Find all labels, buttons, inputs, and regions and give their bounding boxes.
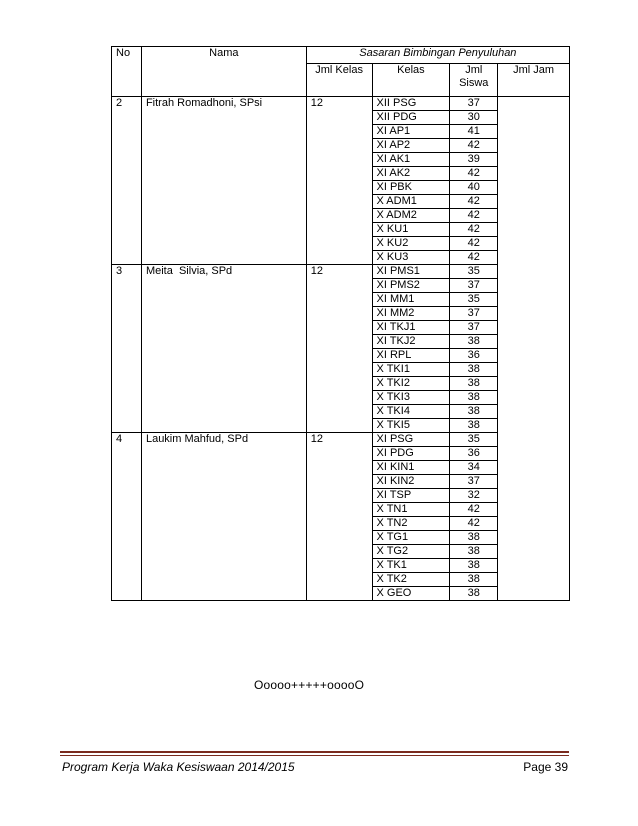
cell-kelas: XI PBK xyxy=(372,181,450,195)
header-jml-kelas: Jml Kelas xyxy=(306,64,372,97)
cell-kelas: XI PMS2 xyxy=(372,279,450,293)
cell-kelas: X TKI2 xyxy=(372,377,450,391)
cell-kelas: X TK1 xyxy=(372,559,450,573)
cell-jml-siswa: 35 xyxy=(450,265,498,279)
cell-jml-siswa: 30 xyxy=(450,111,498,125)
page-number: Page 39 xyxy=(523,760,568,774)
cell-jml-siswa: 42 xyxy=(450,209,498,223)
cell-jml-siswa: 37 xyxy=(450,307,498,321)
table-body xyxy=(112,97,570,601)
cell-no: 2 xyxy=(112,97,142,265)
cell-jml-siswa: 38 xyxy=(450,573,498,587)
header-nama: Nama xyxy=(141,47,306,97)
cell-jml-siswa: 42 xyxy=(450,251,498,265)
cell-kelas: X TG2 xyxy=(372,545,450,559)
cell-jml-siswa: 42 xyxy=(450,223,498,237)
cell-kelas: X KU3 xyxy=(372,251,450,265)
end-mark: Ooooo+++++ooooO xyxy=(254,678,365,692)
cell-kelas: X GEO xyxy=(372,587,450,601)
cell-kelas: X TKI1 xyxy=(372,363,450,377)
cell-kelas: X KU1 xyxy=(372,223,450,237)
cell-no: 3 xyxy=(112,265,142,433)
footer-divider-thin xyxy=(60,755,569,756)
cell-jml-siswa: 42 xyxy=(450,237,498,251)
cell-jml-siswa: 34 xyxy=(450,461,498,475)
header-kelas: Kelas xyxy=(372,64,450,97)
table-row xyxy=(112,97,570,111)
cell-kelas: XI AP1 xyxy=(372,125,450,139)
cell-jml-kelas: 12 xyxy=(306,97,372,265)
cell-jml-siswa: 42 xyxy=(450,167,498,181)
cell-nama: Laukim Mahfud, SPd xyxy=(141,433,306,601)
cell-jml-jam xyxy=(498,97,570,601)
header-jml-siswa xyxy=(450,64,498,97)
cell-jml-siswa: 39 xyxy=(450,153,498,167)
cell-kelas: XI AP2 xyxy=(372,139,450,153)
cell-kelas: X ADM1 xyxy=(372,195,450,209)
cell-kelas: XI TSP xyxy=(372,489,450,503)
cell-jml-siswa: 38 xyxy=(450,559,498,573)
header-jml-siswa-line1: Jml xyxy=(465,64,483,76)
cell-kelas: X KU2 xyxy=(372,237,450,251)
cell-kelas: X TN2 xyxy=(372,517,450,531)
cell-jml-siswa: 42 xyxy=(450,195,498,209)
cell-kelas: XI MM1 xyxy=(372,293,450,307)
cell-kelas: XI TKJ1 xyxy=(372,321,450,335)
cell-jml-siswa: 38 xyxy=(450,363,498,377)
cell-jml-siswa: 38 xyxy=(450,377,498,391)
cell-kelas: XII PSG xyxy=(372,97,450,111)
cell-jml-siswa: 37 xyxy=(450,321,498,335)
cell-jml-siswa: 42 xyxy=(450,517,498,531)
footer-title: Program Kerja Waka Kesiswaan 2014/2015 xyxy=(62,760,295,774)
cell-kelas: XI MM2 xyxy=(372,307,450,321)
cell-jml-siswa: 38 xyxy=(450,335,498,349)
cell-kelas: X TKI3 xyxy=(372,391,450,405)
cell-jml-siswa: 38 xyxy=(450,419,498,433)
cell-kelas: XI PSG xyxy=(372,433,450,447)
cell-kelas: XII PDG xyxy=(372,111,450,125)
cell-jml-siswa: 36 xyxy=(450,447,498,461)
cell-jml-siswa: 37 xyxy=(450,97,498,111)
cell-kelas: XI KIN2 xyxy=(372,475,450,489)
cell-kelas: X ADM2 xyxy=(372,209,450,223)
cell-jml-siswa: 40 xyxy=(450,181,498,195)
cell-no: 4 xyxy=(112,433,142,601)
cell-jml-siswa: 35 xyxy=(450,293,498,307)
cell-jml-siswa: 36 xyxy=(450,349,498,363)
cell-nama: Fitrah Romadhoni, SPsi xyxy=(141,97,306,265)
cell-jml-siswa: 42 xyxy=(450,503,498,517)
cell-jml-siswa: 38 xyxy=(450,587,498,601)
cell-jml-siswa: 37 xyxy=(450,279,498,293)
cell-nama: Meita Silvia, SPd xyxy=(141,265,306,433)
cell-jml-siswa: 38 xyxy=(450,405,498,419)
cell-kelas: XI TKJ2 xyxy=(372,335,450,349)
cell-jml-siswa: 41 xyxy=(450,125,498,139)
cell-jml-kelas: 12 xyxy=(306,433,372,601)
cell-kelas: XI PMS1 xyxy=(372,265,450,279)
cell-jml-siswa: 42 xyxy=(450,139,498,153)
header-jml-jam: Jml Jam xyxy=(498,64,570,97)
cell-kelas: X TG1 xyxy=(372,531,450,545)
cell-kelas: X TN1 xyxy=(372,503,450,517)
cell-kelas: XI RPL xyxy=(372,349,450,363)
cell-jml-siswa: 38 xyxy=(450,531,498,545)
header-jml-siswa-line2: Siswa xyxy=(459,77,489,89)
penyuluhan-table xyxy=(111,46,570,601)
cell-jml-siswa: 32 xyxy=(450,489,498,503)
cell-kelas: XI AK2 xyxy=(372,167,450,181)
cell-jml-siswa: 38 xyxy=(450,391,498,405)
cell-kelas: XI PDG xyxy=(372,447,450,461)
cell-jml-siswa: 37 xyxy=(450,475,498,489)
cell-jml-siswa: 38 xyxy=(450,545,498,559)
header-no: No xyxy=(112,47,142,97)
cell-kelas: XI KIN1 xyxy=(372,461,450,475)
cell-jml-kelas: 12 xyxy=(306,265,372,433)
cell-kelas: XI AK1 xyxy=(372,153,450,167)
cell-kelas: X TKI4 xyxy=(372,405,450,419)
cell-kelas: X TKI5 xyxy=(372,419,450,433)
header-sasaran: Sasaran Bimbingan Penyuluhan xyxy=(306,47,569,64)
cell-kelas: X TK2 xyxy=(372,573,450,587)
footer-divider-thick xyxy=(60,751,569,753)
cell-jml-siswa: 35 xyxy=(450,433,498,447)
